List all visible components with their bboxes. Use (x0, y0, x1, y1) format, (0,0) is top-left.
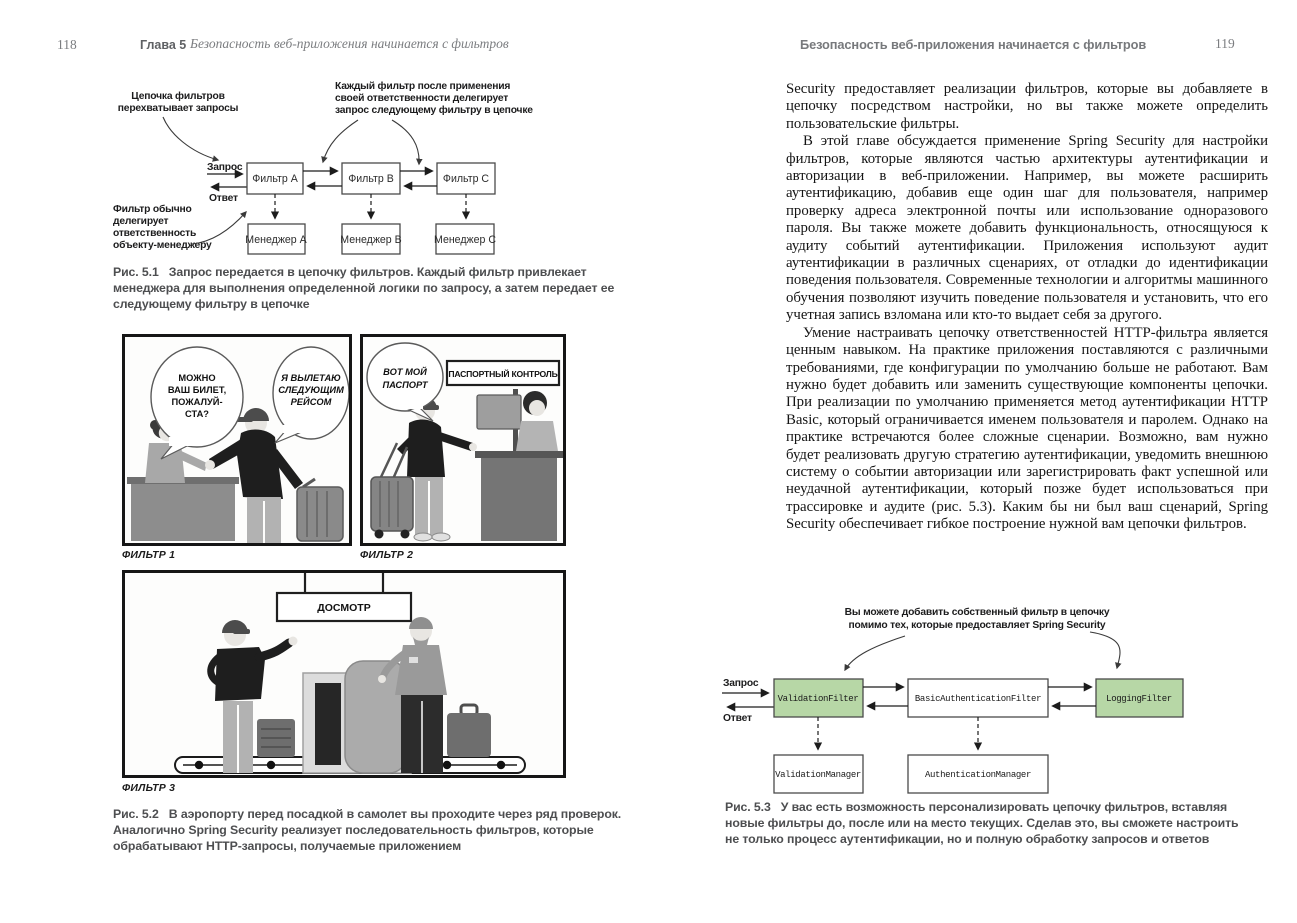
svg-text:ВОТ МОЙ: ВОТ МОЙ (383, 367, 427, 377)
svg-text:ПАСПОРТНЫЙ КОНТРОЛЬ: ПАСПОРТНЫЙ КОНТРОЛЬ (448, 369, 558, 379)
svg-text:ДОСМОТР: ДОСМОТР (317, 602, 371, 614)
svg-text:Вы можете добавить собственный: Вы можете добавить собственный фильтр в цепочку (844, 607, 1110, 618)
annotation-arrow (1090, 632, 1120, 668)
passport-officer (516, 391, 558, 451)
inspection-sign (277, 573, 411, 621)
left-page (0, 0, 648, 923)
svg-text:помимо тех, которые предоставл: помимо тех, которые предоставляет Spring Security (848, 620, 1106, 631)
passport-control-sign (447, 361, 559, 385)
svg-text:Фильтр С: Фильтр С (442, 173, 490, 185)
comic-panel-1-label: ФИЛЬТР 1 (122, 549, 176, 561)
figure-5-1-diagram (60, 72, 640, 264)
passport-desk (475, 389, 563, 541)
svg-text:СЛЕДУЮЩИМ: СЛЕДУЮЩИМ (278, 385, 344, 395)
request-label: Запрос (723, 678, 759, 689)
figure-number: Рис. 5.1 (113, 265, 159, 279)
comic-panel-2-label: ФИЛЬТР 2 (360, 549, 414, 561)
running-title-left: Безопасность веб-приложения начинается с фильтров (190, 36, 509, 51)
speech-bubble-traveler (273, 347, 349, 443)
suitcase (447, 705, 491, 757)
comic-panel-1 (122, 334, 352, 546)
svg-text:BasicAuthenticationFilter: BasicAuthenticationFilter (914, 694, 1042, 704)
figure-5-3-diagram (669, 602, 1269, 802)
response-label: Ответ (723, 713, 752, 724)
annotation-arrow (392, 120, 419, 164)
paragraph: Умение настраивать цепочку ответственностей HTTP-фильтра является ценным навыком. На практике приложения поставляются с различными требованиями, где конфигурации по умолчанию больше не работают. Вам нужно будет добавить или заменить существующие компоненты цепочки. При реализации по умолчанию применяется метод аутентификации HTTP Basic, который ограничивается именем пользователя и паролем. Однако на практике встречаются более сложные сценарии. Возможно, вам нужно будет реализовать другую стратегию аутентификации, уведомить внешнюю систему о событии авторизации или зарегистрировать факт успешной или неудачной аутентификации, который позже будет использоваться при трассировке и аудите (рис. 5.3). Каким бы ни был ваш сценарий, Spring Security обеспечивает гибкое построение нужной вам цепочки фильтров. (786, 324, 1268, 533)
svg-text:ValidationManager: ValidationManager (775, 770, 861, 780)
svg-text:Я ВЫЛЕТАЮ: Я ВЫЛЕТАЮ (281, 373, 341, 383)
suitcase (297, 479, 343, 541)
svg-text:Менеджер С: Менеджер С (434, 234, 496, 246)
svg-text:Цепочка фильтров: Цепочка фильтров (131, 91, 225, 102)
svg-text:ПОЖАЛУЙ-: ПОЖАЛУЙ- (171, 397, 223, 407)
running-title-right: Безопасность веб-приложения начинается с фильтров (800, 37, 1147, 52)
right-page (649, 0, 1297, 923)
body-text (786, 81, 1268, 595)
page-number-right: 119 (1215, 36, 1235, 51)
chapter-label: Глава 5 (140, 38, 187, 52)
page-number-left: 118 (57, 37, 77, 52)
counter-front (131, 484, 235, 541)
figure-number: Рис. 5.3 (725, 800, 771, 814)
svg-text:ПАСПОРТ: ПАСПОРТ (382, 380, 428, 390)
svg-text:Фильтр А: Фильтр А (252, 173, 298, 185)
svg-text:ВАШ БИЛЕТ,: ВАШ БИЛЕТ, (167, 385, 227, 395)
comic-panel-3-label: ФИЛЬТР 3 (122, 782, 176, 794)
comic-panel-3 (122, 570, 566, 778)
paragraph: В этой главе обсуждается применение Spring Security для настройки фильтров, которые являются частью архитектуры аутентификации и авторизации в веб-приложении. Например, вы можете расширить аутентификацию, добавив еще один шаг для пользователя, например проверку адреса электронной почты или использование одноразового пароля. Вы также можете добавить функциональность, относящуюся к аудиту событий аутентификации. Приложения используют аудит аутентификации в различных сценариях, от отладки до идентификации поведения пользователя. Современные технологии и алгоритмы машинного обучения позволяют изучить поведение пользователя и установить, что его учетная запись взломана или кто-то выдает себя за другого. (786, 133, 1268, 324)
annotation-arrow (323, 120, 358, 162)
svg-text:запрос следующему фильтру в це: запрос следующему фильтру в цепочке (335, 105, 533, 116)
suitcase (257, 719, 295, 757)
svg-text:Менеджер А: Менеджер А (245, 234, 307, 246)
annotation-chain-intercepts (118, 90, 239, 160)
svg-text:перехватывает запросы: перехватывает запросы (117, 103, 239, 114)
paragraph: Security предоставляет реализации фильтров, которые вы добавляете в цепочку посредством настройки, но вы также можете определить пользовательские фильтры. (786, 81, 1268, 132)
svg-text:AuthenticationManager: AuthenticationManager (924, 770, 1032, 780)
svg-text:СТА?: СТА? (185, 409, 209, 419)
response-label: Ответ (209, 193, 238, 204)
figure-5-2-caption: Рис. 5.2 В аэропорту перед посадкой в самолет вы проходите через ряд проверок. Аналогично Spring Security реализует последовательность фильтров, которые обрабатывают HTTP-запросы, получаемые приложением (113, 807, 622, 853)
figure-5-1-caption: Рис. 5.1 Запрос передается в цепочку фильтров. Каждый фильтр привлекает менеджера для выполнения определенной логики по запросу, а затем передает ее следующему фильтру в цепочке (113, 265, 615, 311)
svg-text:Фильтр В: Фильтр В (348, 173, 394, 185)
annotation-custom-filter (845, 606, 1120, 670)
speech-bubble-agent (151, 347, 243, 459)
svg-text:LoggingFilter: LoggingFilter (1106, 694, 1172, 704)
svg-text:ответственность: ответственность (113, 228, 197, 239)
svg-text:Менеджер В: Менеджер В (340, 234, 402, 246)
xray-machine (303, 661, 411, 773)
svg-text:МОЖНО: МОЖНО (178, 373, 216, 383)
annotation-delegates-next (323, 80, 533, 164)
request-label: Запрос (207, 162, 243, 173)
comic-panel-1-art (125, 337, 349, 543)
comic-panel-3-art (125, 573, 563, 775)
annotation-arrow (845, 636, 905, 670)
svg-text:делегирует: делегирует (113, 216, 169, 227)
svg-text:Каждый фильтр после применения: Каждый фильтр после применения (335, 81, 511, 92)
svg-text:ValidationFilter: ValidationFilter (777, 694, 859, 704)
annotation-delegates-manager (113, 203, 246, 251)
svg-text:своей ответственности делегиру: своей ответственности делегирует (335, 93, 509, 104)
annotation-arrow (163, 117, 218, 160)
svg-text:РЕЙСОМ: РЕЙСОМ (290, 397, 332, 407)
comic-panel-2 (360, 334, 566, 546)
figure-5-3-caption: Рис. 5.3 У вас есть возможность персонализировать цепочку фильтров, вставляя новые фильтры до, после или на место текущих. Сделав это, вы сможете настроить не только процесс аутентификации, но и полную обработку запросов и ответов (725, 800, 1239, 846)
svg-text:Фильтр обычно: Фильтр обычно (113, 204, 192, 215)
comic-panel-2-art (363, 337, 563, 543)
svg-text:объекту-менеджеру: объекту-менеджеру (113, 240, 212, 251)
suitcase (371, 443, 413, 539)
figure-number: Рис. 5.2 (113, 807, 159, 821)
